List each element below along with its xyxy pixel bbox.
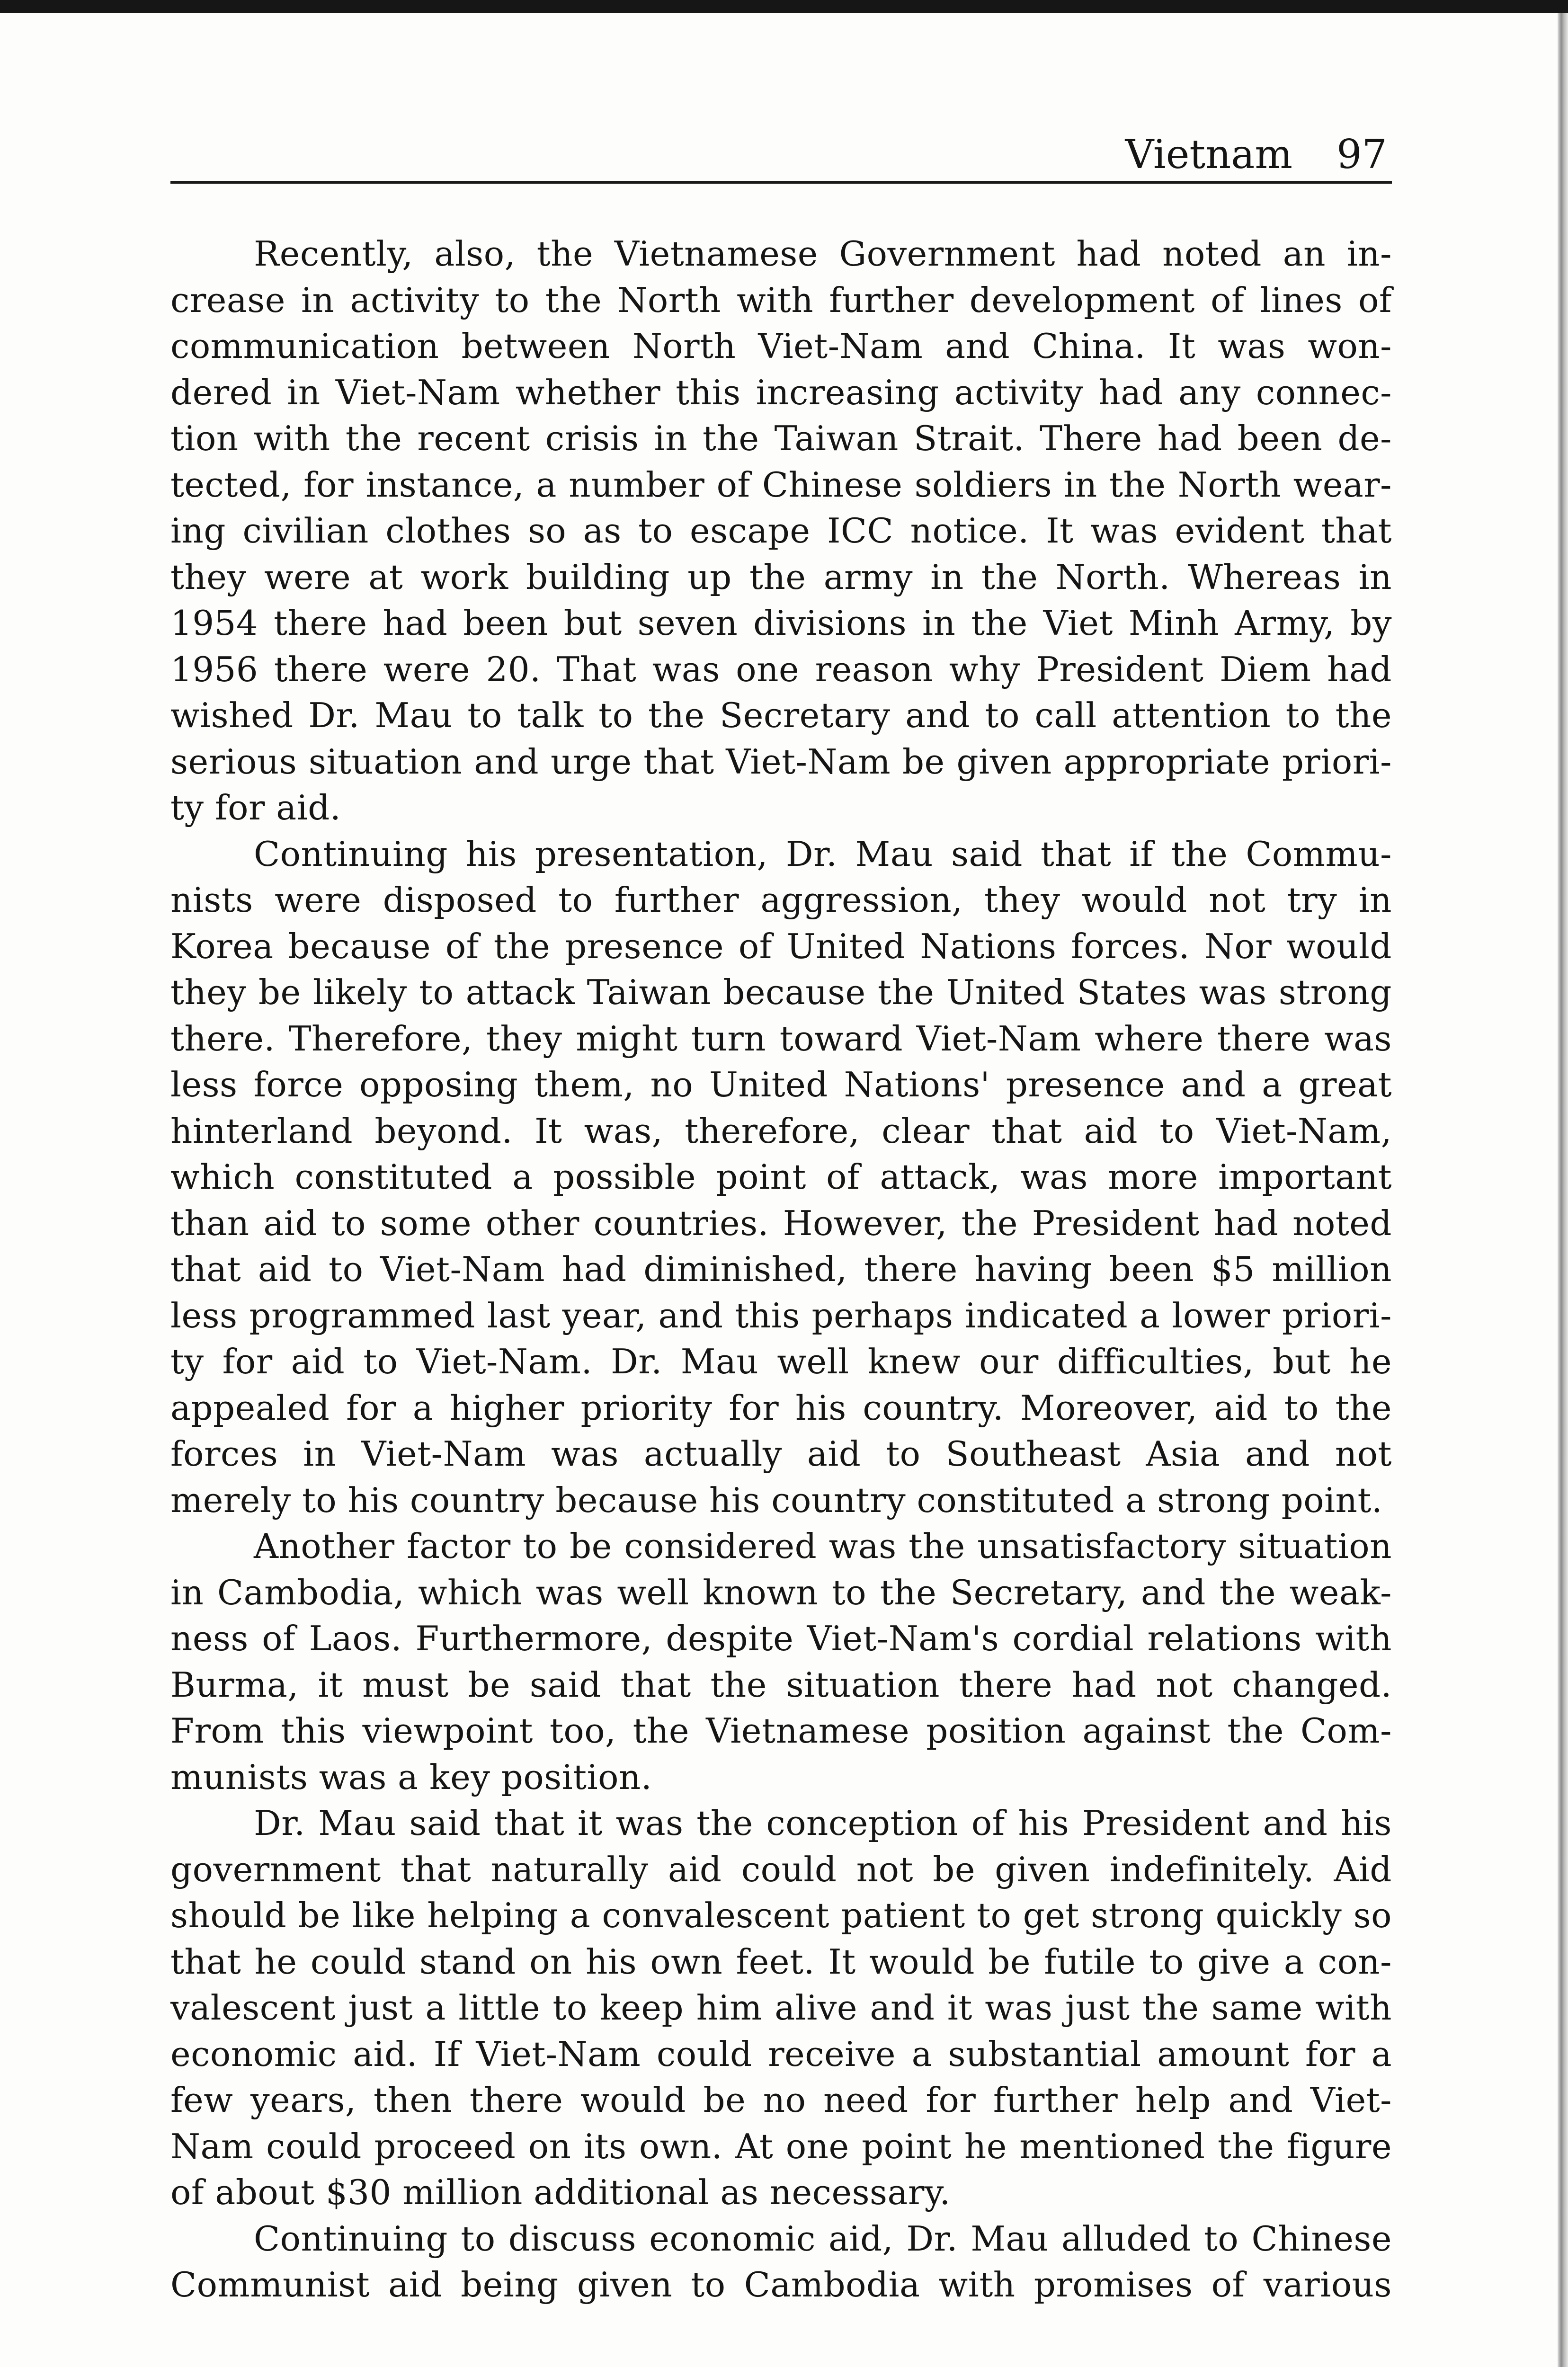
text-line: 1954 there had been but seven divisions in the Viet Minh Army, by	[170, 603, 1392, 643]
text-line: less force opposing them, no United Nations' presence and a great	[170, 1065, 1392, 1104]
scan-right-edge	[1558, 13, 1568, 2367]
text-line: munists was a key position.	[170, 1757, 652, 1797]
paragraph	[170, 2216, 1392, 2308]
text-line: serious situation and urge that Viet-Nam be given appropriate priori-	[170, 741, 1392, 782]
text-line: hinterland beyond. It was, therefore, clear that aid to Viet-Nam,	[170, 1111, 1392, 1151]
text-line: tion with the recent crisis in the Taiwan Strait. There had been de-	[170, 418, 1392, 458]
text-line: there. Therefore, they might turn toward Viet-Nam where there was	[170, 1018, 1392, 1059]
text-line: Recently, also, the Vietnamese Government had noted an in-	[254, 234, 1392, 274]
text-line: less programmed last year, and this perhaps indicated a lower priori-	[170, 1295, 1392, 1335]
text-line: crease in activity to the North with further development of lines of	[170, 280, 1392, 320]
text-line: they be likely to attack Taiwan because the United States was strong	[170, 972, 1392, 1012]
paragraph	[170, 1523, 1392, 1800]
text-line: From this viewpoint too, the Vietnamese position against the Com-	[170, 1711, 1392, 1751]
text-line: Nam could proceed on its own. At one point he mentioned the figure	[170, 2126, 1392, 2166]
running-header	[170, 133, 1392, 184]
text-line: Communist aid being given to Cambodia with promises of various	[170, 2265, 1392, 2305]
text-line: Dr. Mau said that it was the conception of his President and his	[254, 1803, 1392, 1843]
text-line: Burma, it must be said that the situation there had not changed.	[170, 1664, 1392, 1705]
text-line: 1956 there were 20. That was one reason why President Diem had	[170, 649, 1392, 689]
paragraph	[170, 831, 1392, 1524]
text-line: merely to his country because his country constituted a strong point.	[170, 1480, 1383, 1520]
paragraph	[170, 231, 1392, 831]
text-line: in Cambodia, which was well known to the Secretary, and the weak-	[170, 1572, 1392, 1612]
body-text	[170, 231, 1392, 2308]
scan-top-border	[0, 0, 1568, 13]
text-line: Another factor to be considered was the unsatisfactory situation	[254, 1526, 1392, 1566]
text-line: few years, then there would be no need for further help and Viet-	[170, 2080, 1392, 2120]
text-line: than aid to some other countries. However, the President had noted	[170, 1203, 1392, 1243]
running-title: Vietnam	[1125, 131, 1292, 178]
text-line: Continuing to discuss economic aid, Dr. Mau alluded to Chinese	[254, 2218, 1392, 2259]
page-number: 97	[1336, 131, 1387, 178]
text-line: valescent just a little to keep him alive and it was just the same with	[170, 1988, 1392, 2028]
text-line: that he could stand on his own feet. It would be futile to give a con-	[170, 1941, 1392, 1982]
text-line: that aid to Viet-Nam had diminished, there having been $5 million	[170, 1249, 1392, 1289]
text-line: wished Dr. Mau to talk to the Secretary and to call attention to the	[170, 695, 1392, 735]
text-line: ty for aid to Viet-Nam. Dr. Mau well knew our difficulties, but he	[170, 1342, 1392, 1381]
text-line: they were at work building up the army in the North. Whereas in	[170, 557, 1392, 597]
text-line: which constituted a possible point of attack, was more important	[170, 1157, 1392, 1197]
text-line: forces in Viet-Nam was actually aid to Southeast Asia and not	[170, 1434, 1392, 1474]
text-line: government that naturally aid could not be given indefinitely. Aid	[170, 1849, 1392, 1889]
text-line: ing civilian clothes so as to escape ICC notice. It was evident that	[170, 511, 1392, 551]
text-line: communication between North Viet-Nam and China. It was won-	[170, 326, 1392, 366]
text-line: tected, for instance, a number of Chinese soldiers in the North wear-	[170, 464, 1392, 505]
text-line: should be like helping a convalescent patient to get strong quickly so	[170, 1895, 1392, 1935]
text-line: nists were disposed to further aggression, they would not try in	[170, 880, 1392, 920]
text-line: appealed for a higher priority for his country. Moreover, aid to the	[170, 1388, 1392, 1428]
text-line: Continuing his presentation, Dr. Mau said that if the Commu-	[254, 834, 1392, 874]
paragraph	[170, 1800, 1392, 2216]
text-line: of about $30 million additional as necessary.	[170, 2172, 951, 2212]
text-line: ness of Laos. Furthermore, despite Viet-Nam's cordial relations with	[170, 1619, 1392, 1658]
text-line: dered in Viet-Nam whether this increasing activity had any connec-	[170, 372, 1392, 412]
text-line: ty for aid.	[170, 788, 341, 828]
text-line: economic aid. If Viet-Nam could receive a substantial amount for a	[170, 2034, 1392, 2074]
text-line: Korea because of the presence of United Nations forces. Nor would	[170, 926, 1392, 966]
